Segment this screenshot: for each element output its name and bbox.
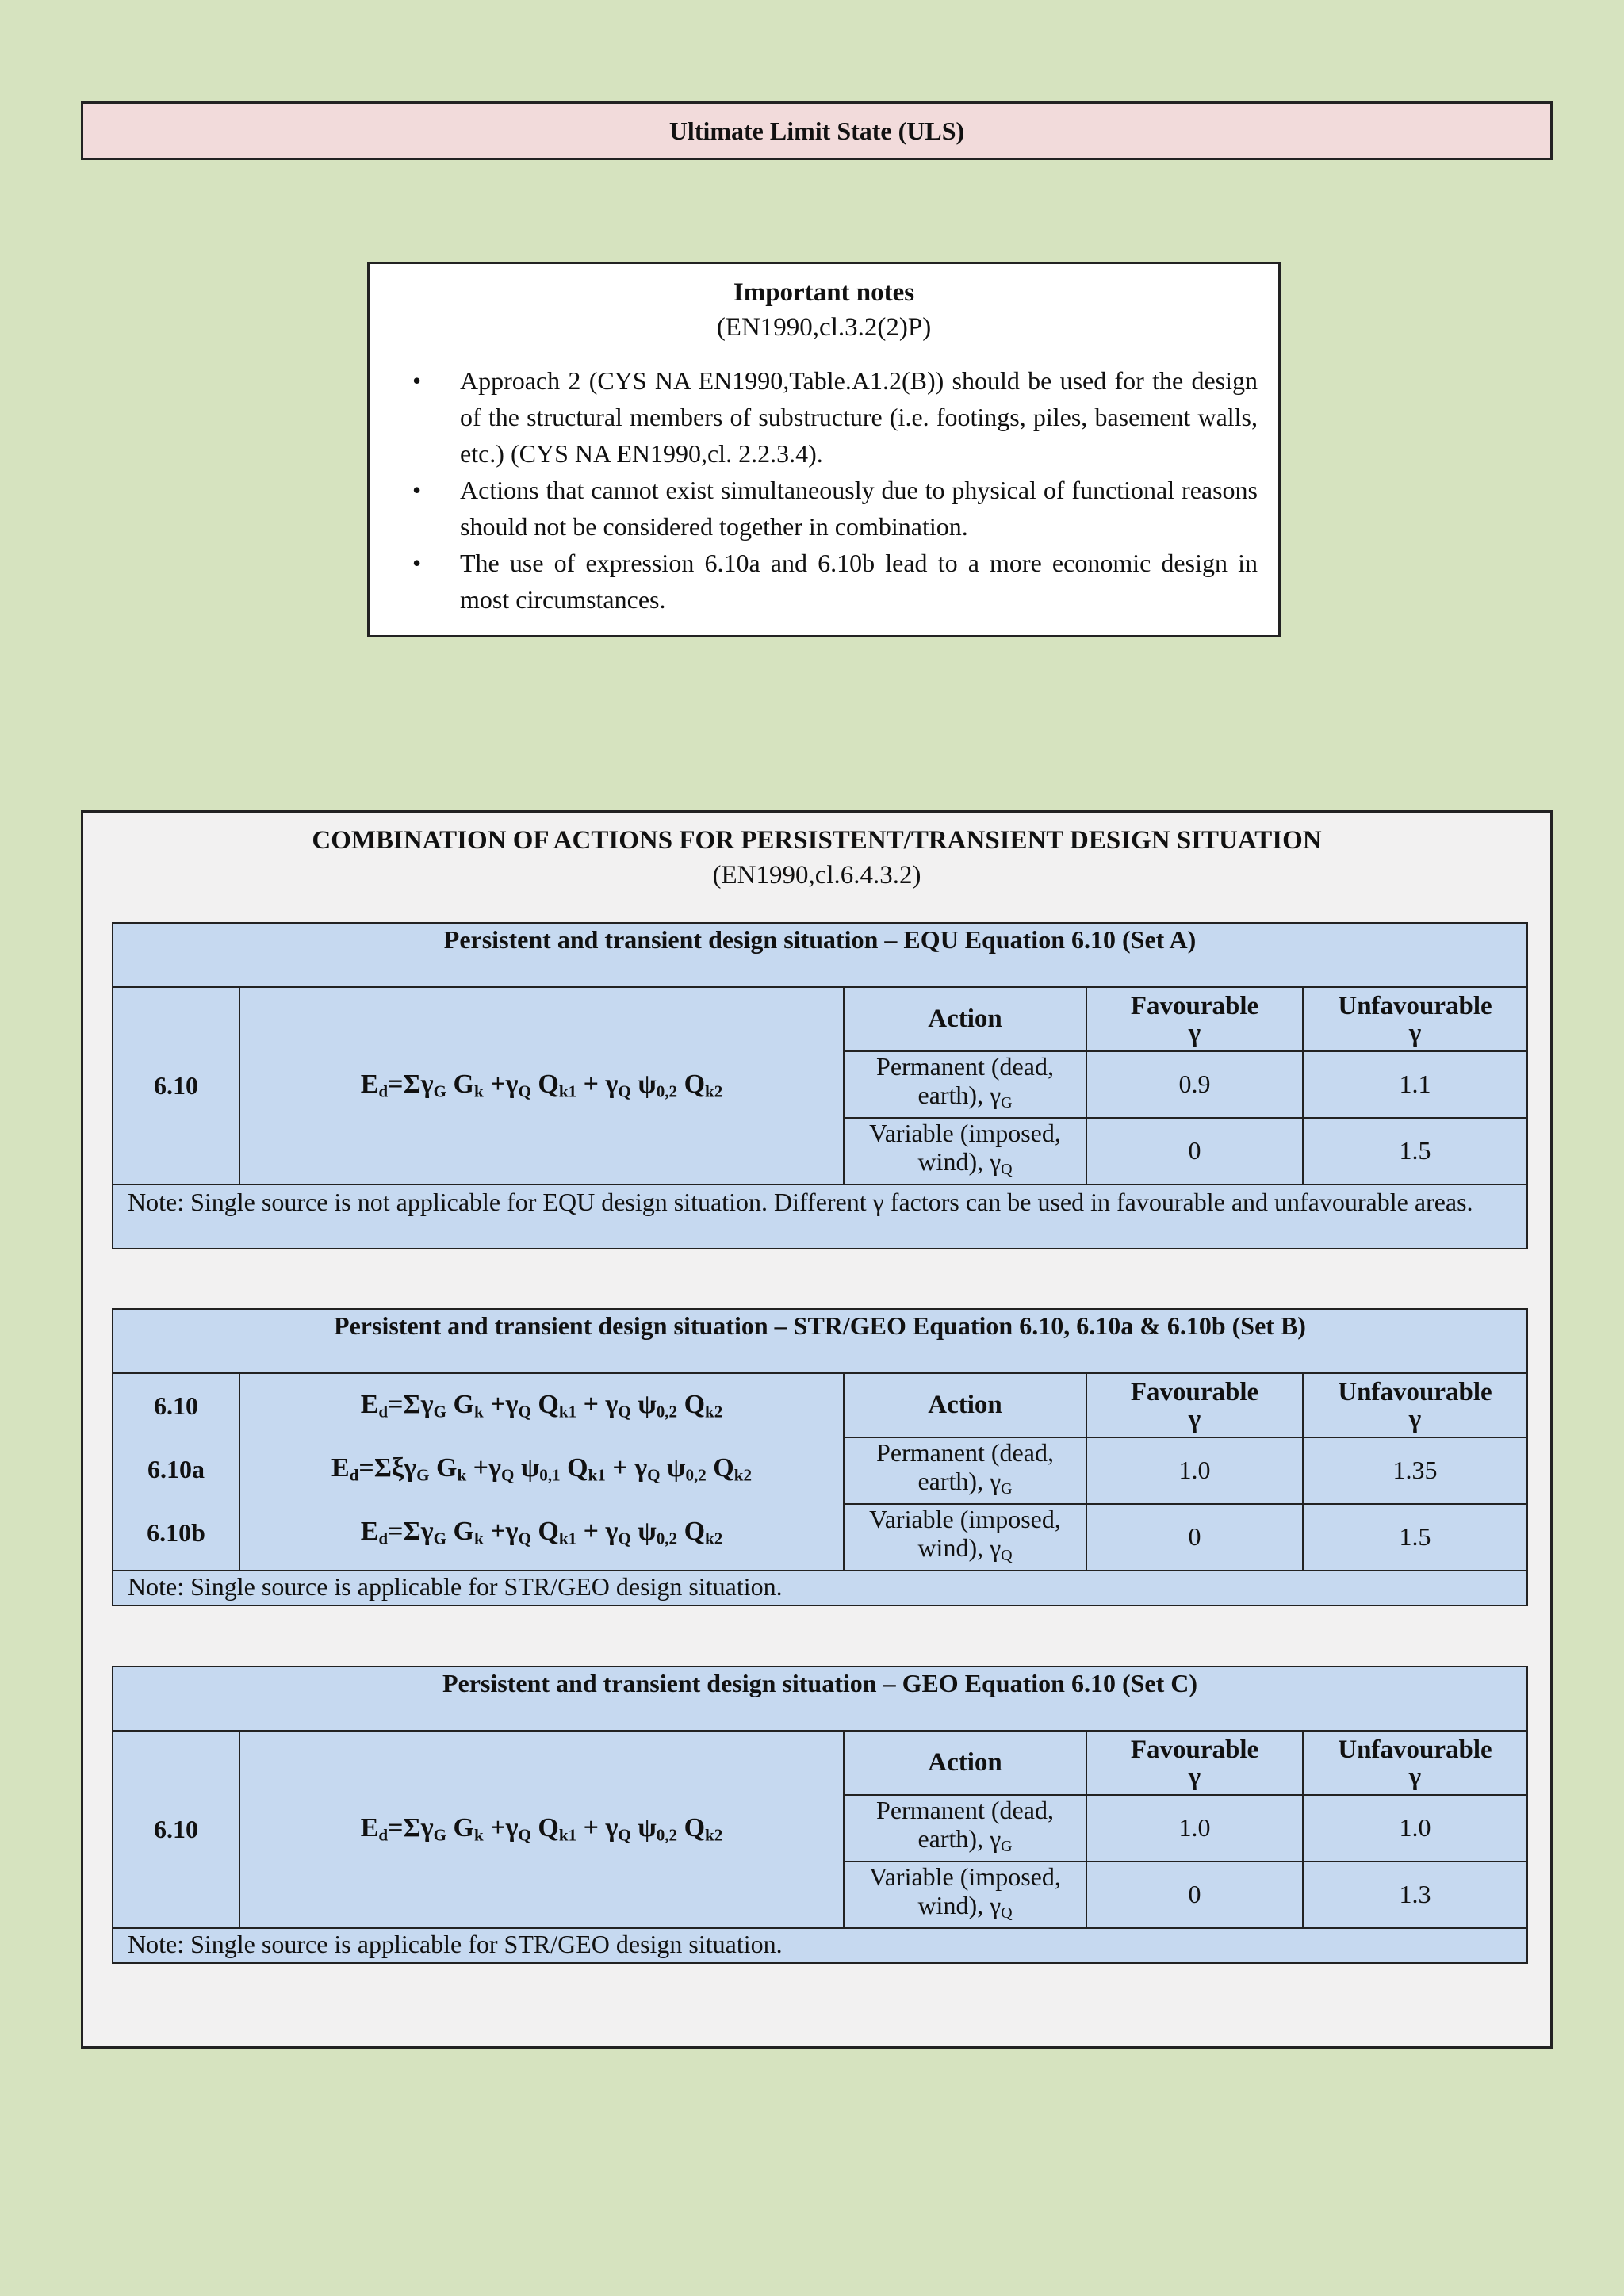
set-c-permanent-unfavourable: 1.0 <box>1303 1795 1527 1862</box>
set-c-eq-number: 6.10 <box>113 1731 239 1928</box>
set-b-equations <box>239 1373 844 1571</box>
permanent-action-label: Permanent (dead, earth), $\gamma_G$ <box>844 1051 1086 1118</box>
permanent-action-label: Permanent (dead, earth), $\gamma_G$ <box>844 1795 1086 1862</box>
set-b-eq-numbers <box>113 1373 239 1571</box>
note-item: • The use of expression 6.10a and 6.10b lead to a more economic design in most circumstances. <box>390 545 1258 618</box>
favourable-header: Favourable γ <box>1086 987 1303 1051</box>
eq-number: 6.10b <box>147 1517 205 1547</box>
unfavourable-header: Unfavourable γ <box>1303 1731 1527 1795</box>
favourable-header: Favourable γ <box>1086 1731 1303 1795</box>
equation-6-10: $E_d=\Sigma\gamma_G$ $G_k +\gamma_Q$ $Q_{k1} + \gamma_Q$ $\psi_{0,2}$ $Q_{k2}$ <box>360 1389 723 1422</box>
bullet-icon: • <box>412 549 422 577</box>
combination-reference: (EN1990,cl.6.4.3.2) <box>712 861 921 890</box>
set-b-title: Persistent and transient design situation – STR/GEO Equation 6.10, 6.10a & 6.10b (Set B) <box>113 1309 1527 1373</box>
set-a-variable-unfavourable: 1.5 <box>1303 1118 1527 1184</box>
set-c-table <box>112 1666 1528 1964</box>
set-c-equation: $E_d=\Sigma\gamma_G$ $G_k +\gamma_Q$ $Q_{k1} + \gamma_Q$ $\psi_{0,2}$ $Q_{k2}$ <box>239 1731 844 1928</box>
notes-list <box>390 362 1258 618</box>
set-b-permanent-unfavourable: 1.35 <box>1303 1437 1527 1504</box>
set-a-variable-favourable: 0 <box>1086 1118 1303 1184</box>
variable-action-label: Variable (imposed, wind), $\gamma_Q$ <box>844 1504 1086 1571</box>
important-notes-box <box>367 262 1281 637</box>
set-b-table <box>112 1308 1528 1606</box>
favourable-header: Favourable γ <box>1086 1373 1303 1437</box>
notes-title: Important notes <box>733 278 915 307</box>
equation-6-10a: $E_d=\Sigma\xi\gamma_G$ $G_k +\gamma_Q$ $\psi_{0,1}$ $Q_{k1} + \gamma_Q$ $\psi_{0,2}$ $Q_{k2}$ <box>331 1452 753 1485</box>
set-b-variable-unfavourable: 1.5 <box>1303 1504 1527 1571</box>
action-header: Action <box>844 987 1086 1051</box>
set-a-note: Note: Single source is not applicable for EQU design situation. Different γ factors can be used in favourable and unfavourable areas. <box>113 1184 1527 1249</box>
set-b-permanent-favourable: 1.0 <box>1086 1437 1303 1504</box>
set-a-table <box>112 922 1528 1249</box>
set-a-title: Persistent and transient design situation – EQU Equation 6.10 (Set A) <box>113 923 1527 987</box>
set-b-note: Note: Single source is applicable for STR/GEO design situation. <box>113 1571 1527 1605</box>
set-b-variable-favourable: 0 <box>1086 1504 1303 1571</box>
set-a-permanent-favourable: 0.9 <box>1086 1051 1303 1118</box>
notes-reference: (EN1990,cl.3.2(2)P) <box>716 313 932 342</box>
variable-action-label: Variable (imposed, wind), $\gamma_Q$ <box>844 1118 1086 1184</box>
note-item: • Actions that cannot exist simultaneously due to physical of functional reasons should not be considered together in combination. <box>390 472 1258 545</box>
set-c-permanent-favourable: 1.0 <box>1086 1795 1303 1862</box>
combination-panel <box>81 810 1553 2049</box>
set-c-note: Note: Single source is applicable for STR/GEO design situation. <box>113 1928 1527 1963</box>
note-item: • Approach 2 (CYS NA EN1990,Table.A1.2(B)) should be used for the design of the structural members of substructure (i.e. footings, piles, basement walls, etc.) (CYS NA EN1990,cl. 2.2.3.4). <box>390 362 1258 472</box>
permanent-action-label: Permanent (dead, earth), $\gamma_G$ <box>844 1437 1086 1504</box>
variable-action-label: Variable (imposed, wind), $\gamma_Q$ <box>844 1862 1086 1928</box>
bullet-icon: • <box>412 476 422 504</box>
set-c-title: Persistent and transient design situation – GEO Equation 6.10 (Set C) <box>113 1667 1527 1731</box>
unfavourable-header: Unfavourable γ <box>1303 987 1527 1051</box>
combination-title: COMBINATION OF ACTIONS FOR PERSISTENT/TRANSIENT DESIGN SITUATION <box>312 826 1322 855</box>
set-c-variable-unfavourable: 1.3 <box>1303 1862 1527 1928</box>
set-a-permanent-unfavourable: 1.1 <box>1303 1051 1527 1118</box>
bullet-icon: • <box>412 366 422 395</box>
action-header: Action <box>844 1373 1086 1437</box>
uls-title: Ultimate Limit State (ULS) <box>81 101 1553 160</box>
set-a-equation: $E_d=\Sigma\gamma_G$ $G_k +\gamma_Q$ $Q_{k1} + \gamma_Q$ $\psi_{0,2}$ $Q_{k2}$ <box>239 987 844 1184</box>
eq-number: 6.10 <box>154 1391 198 1420</box>
action-header: Action <box>844 1731 1086 1795</box>
set-a-eq-number: 6.10 <box>113 987 239 1184</box>
set-c-variable-favourable: 0 <box>1086 1862 1303 1928</box>
eq-number: 6.10a <box>147 1454 205 1483</box>
equation-6-10b: $E_d=\Sigma\gamma_G$ $G_k +\gamma_Q$ $Q_{k1} + \gamma_Q$ $\psi_{0,2}$ $Q_{k2}$ <box>360 1516 723 1548</box>
unfavourable-header: Unfavourable γ <box>1303 1373 1527 1437</box>
